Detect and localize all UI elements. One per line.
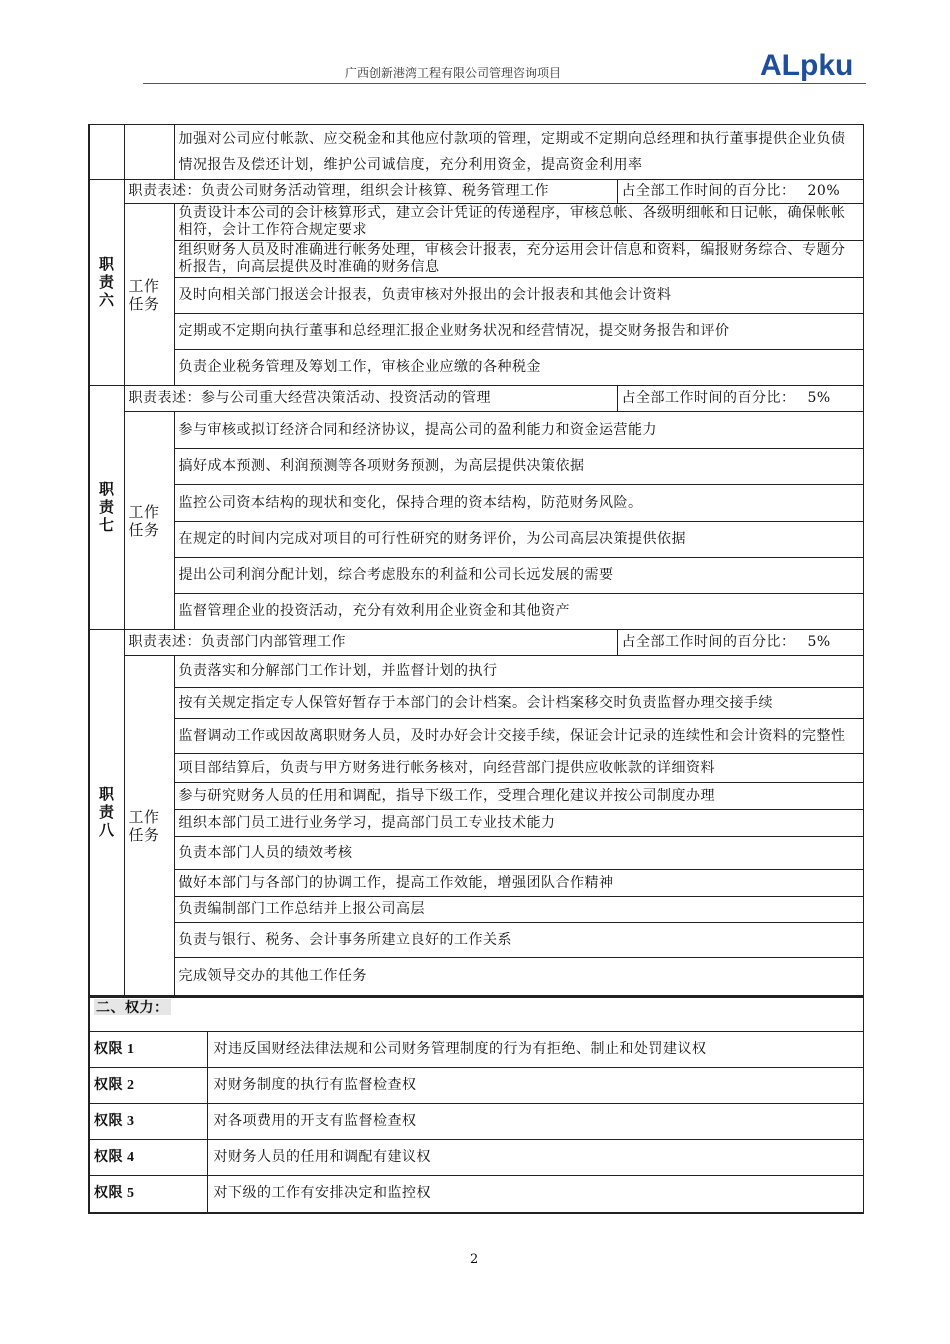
- task-row: [89, 350, 863, 386]
- task-row: [89, 783, 863, 810]
- task-label: 工作任务: [128, 502, 160, 539]
- task-cell: 及时向相关部门报送会计报表，负责审核对外报出的会计报表和其他会计资料: [174, 278, 863, 314]
- task-row: [89, 278, 863, 314]
- task-row: [89, 810, 863, 837]
- task-label-cell: [124, 656, 174, 996]
- task-row: [89, 412, 863, 449]
- task-cell: 完成领导交办的其他工作任务: [174, 958, 863, 996]
- power-row: [89, 1103, 863, 1139]
- powers-heading-row: [89, 997, 863, 1031]
- percent-value: 5%: [807, 390, 831, 406]
- task-row: [89, 449, 863, 485]
- task-cell: 监控公司资本结构的现状和变化，保持合理的资本结构，防范财务风险。: [174, 485, 863, 522]
- task-cell: 负责与银行、税务、会计事务所建立良好的工作关系: [174, 923, 863, 958]
- task-row: [89, 897, 863, 923]
- power-text: 对财务人员的任用和调配有建议权: [207, 1139, 863, 1175]
- task-cell: 项目部结算后，负责与甲方财务进行帐务核对，向经营部门提供应收帐款的详细资料: [174, 754, 863, 783]
- task-cell: 组织本部门员工进行业务学习，提高部门员工专业技术能力: [174, 810, 863, 837]
- task-cell: 负责编制部门工作总结并上报公司高层: [174, 897, 863, 923]
- duty-description: 职责表述：参与公司重大经营决策活动、投资活动的管理: [124, 386, 617, 412]
- task-row: [89, 656, 863, 688]
- task-cell: 参与研究财务人员的任用和调配，指导下级工作，受理合理化建议并按公司制度办理: [174, 783, 863, 810]
- job-description-table: [88, 124, 862, 1214]
- task-row: [89, 958, 863, 996]
- task-row: [89, 837, 863, 870]
- header-project-title: 广西创新港湾工程有限公司管理咨询项目: [345, 66, 562, 80]
- task-cell: 按有关规定指定专人保管好暂存于本部门的会计档案。会计档案移交时负责监督办理交接手续: [174, 688, 863, 719]
- percent-label: 占全部工作时间的百分比：: [621, 183, 796, 199]
- duty-time-percent: [617, 180, 863, 204]
- task-cell: 搞好成本预测、利润预测等各项财务预测，为高层提供决策依据: [174, 449, 863, 485]
- duty-description-row: [89, 180, 863, 204]
- duty-label-cell: [89, 180, 124, 386]
- duty-label-cell: [89, 630, 124, 996]
- powers-heading-cell: [89, 997, 863, 1031]
- task-cell: 在规定的时间内完成对项目的可行性研究的财务评价，为公司高层决策提供依据: [174, 522, 863, 558]
- logo-wordmark: ALpku: [760, 49, 854, 81]
- duty-label: 职责六: [98, 255, 115, 309]
- percent-value: 20%: [807, 183, 841, 199]
- task-row: [89, 522, 863, 558]
- power-row: [89, 1139, 863, 1175]
- company-logo: [760, 45, 868, 81]
- power-label: 权限 1: [89, 1031, 207, 1067]
- task-cell: 定期或不定期向执行董事和总经理汇报企业财务状况和经营情况，提交财务报告和评价: [174, 314, 863, 350]
- task-row: [89, 485, 863, 522]
- power-row: [89, 1067, 863, 1103]
- task-label-cell: [124, 412, 174, 630]
- power-row: [89, 1031, 863, 1067]
- task-label-cell: [124, 204, 174, 386]
- continued-task-row: [89, 125, 863, 180]
- continued-side-cell: [89, 125, 124, 180]
- task-row: [89, 688, 863, 719]
- task-cell: 加强对公司应付帐款、应交税金和其他应付款项的管理，定期或不定期向总经理和执行董事提供企业负债情况报告及偿还计划，维护公司诚信度，充分利用资金，提高资金利用率: [174, 125, 863, 180]
- percent-label: 占全部工作时间的百分比：: [621, 390, 796, 406]
- task-row: [89, 558, 863, 594]
- power-text: 对下级的工作有安排决定和监控权: [207, 1175, 863, 1213]
- power-text: 对违反国财经法律法规和公司财务管理制度的行为有拒绝、制止和处罚建议权: [207, 1031, 863, 1067]
- page-number: 2: [470, 1252, 479, 1267]
- duty-description-row: [89, 630, 863, 656]
- duty-label: 职责七: [98, 480, 115, 534]
- duty-label-cell: [89, 386, 124, 630]
- task-row: [89, 241, 863, 278]
- task-cell: 负责企业税务管理及筹划工作，审核企业应缴的各种税金: [174, 350, 863, 386]
- header-divider: [143, 83, 866, 84]
- task-row: [89, 204, 863, 241]
- percent-label: 占全部工作时间的百分比：: [621, 634, 796, 650]
- task-cell: 监督调动工作或因故离职财务人员，及时办好会计交接手续，保证会计记录的连续性和会计资料的完整性: [174, 719, 863, 754]
- duty-time-percent: [617, 386, 863, 412]
- task-cell: 监督管理企业的投资活动，充分有效利用企业资金和其他资产: [174, 594, 863, 630]
- task-label: 工作任务: [128, 807, 160, 844]
- task-cell: 负责本部门人员的绩效考核: [174, 837, 863, 870]
- percent-value: 5%: [807, 634, 831, 650]
- power-label: 权限 2: [89, 1067, 207, 1103]
- task-row: [89, 314, 863, 350]
- task-cell: 提出公司利润分配计划，综合考虑股东的利益和公司长远发展的需要: [174, 558, 863, 594]
- duty-time-percent: [617, 630, 863, 656]
- task-label: 工作任务: [128, 276, 160, 313]
- duty-description: 职责表述：负责部门内部管理工作: [124, 630, 617, 656]
- continued-sub-cell: [124, 125, 174, 180]
- task-cell: 组织财务人员及时准确进行帐务处理，审核会计报表，充分运用会计信息和资料，编报财务综合、专题分析报告，向高层提供及时准确的财务信息: [174, 241, 863, 278]
- task-cell: 参与审核或拟订经济合同和经济协议，提高公司的盈利能力和资金运营能力: [174, 412, 863, 449]
- powers-heading: 二、权力：: [96, 999, 169, 1015]
- task-cell: 负责落实和分解部门工作计划，并监督计划的执行: [174, 656, 863, 688]
- power-label: 权限 4: [89, 1139, 207, 1175]
- task-cell: 负责设计本公司的会计核算形式，建立会计凭证的传递程序，审核总帐、各级明细帐和日记帐，确保帐帐相符，会计工作符合规定要求: [174, 204, 863, 241]
- task-row: [89, 923, 863, 958]
- power-label: 权限 5: [89, 1175, 207, 1213]
- power-text: 对各项费用的开支有监督检查权: [207, 1103, 863, 1139]
- duty-description: 职责表述：负责公司财务活动管理，组织会计核算、税务管理工作: [124, 180, 617, 204]
- task-row: [89, 870, 863, 897]
- task-row: [89, 719, 863, 754]
- power-row: [89, 1175, 863, 1213]
- duty-description-row: [89, 386, 863, 412]
- power-label: 权限 3: [89, 1103, 207, 1139]
- task-row: [89, 754, 863, 783]
- task-cell: 做好本部门与各部门的协调工作，提高工作效能，增强团队合作精神: [174, 870, 863, 897]
- power-text: 对财务制度的执行有监督检查权: [207, 1067, 863, 1103]
- powers-table: [88, 996, 864, 1214]
- task-row: [89, 594, 863, 630]
- duty-label: 职责八: [98, 785, 115, 839]
